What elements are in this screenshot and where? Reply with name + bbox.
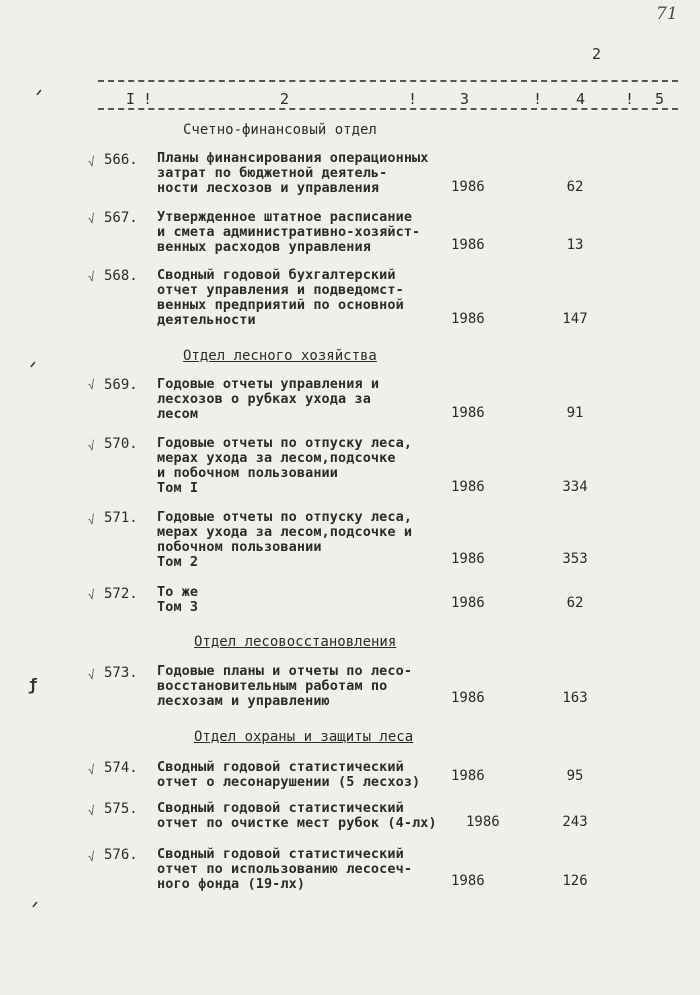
item-title: Годовые отчеты управления и лесхозов о рубках ухода за лесом [157, 376, 380, 422]
item-year: 1986 [451, 237, 485, 253]
item-number: 574. [104, 760, 138, 776]
item-number: 568. [104, 268, 138, 284]
item-title: Годовые планы и отчеты по лесо- восстановительным работам по лесхозам и управлению [157, 663, 413, 709]
check-mark-icon: √ [86, 667, 97, 683]
item-year: 1986 [451, 768, 485, 784]
column-separator: ! [408, 90, 418, 108]
item-year: 1986 [451, 179, 485, 195]
item-number: 576. [104, 847, 138, 863]
item-year: 1986 [451, 873, 485, 889]
section-title-finance: Счетно-финансовый отдел [183, 122, 377, 138]
column-separator: ! [533, 90, 543, 108]
check-mark-icon: √ [86, 512, 97, 528]
item-title: Планы финансирования операционных затрат по бюджетной деятель- ности лесхозов и управления [157, 150, 429, 196]
item-sheet-count: 353 [562, 551, 588, 567]
item-number: 573. [104, 665, 138, 681]
item-title: Сводный годовой статистический отчет по использованию лесосеч- ного фонда (19-лх) [157, 846, 413, 892]
margin-speck: ᐟ [36, 88, 42, 104]
item-number: 572. [104, 586, 138, 602]
column-header-3: 3 [460, 90, 470, 108]
item-title: Годовые отчеты по отпуску леса, мерах ухода за лесом,подсочке и побочном пользовании Том 2 [157, 509, 413, 570]
check-mark-icon: √ [86, 803, 97, 819]
item-sheet-count: 95 [566, 768, 584, 784]
column-separator: ! [625, 90, 635, 108]
item-number: 571. [104, 510, 138, 526]
item-year: 1986 [451, 690, 485, 706]
header-rule-top [98, 80, 678, 82]
item-number: 569. [104, 377, 138, 393]
check-mark-icon: √ [86, 377, 97, 393]
section-title-reforestation: Отдел лесовосстановления [194, 634, 397, 650]
item-sheet-count: 126 [562, 873, 588, 889]
item-number: 570. [104, 436, 138, 452]
item-year: 1986 [466, 814, 500, 830]
item-sheet-count: 13 [566, 237, 584, 253]
item-number: 566. [104, 152, 138, 168]
check-mark-icon: √ [86, 211, 97, 227]
margin-speck: ᐟ [30, 360, 36, 376]
page-number: 2 [592, 45, 602, 63]
handwritten-sheet-number: 71 [656, 4, 678, 24]
column-header-1: I [126, 90, 136, 108]
item-sheet-count: 163 [562, 690, 588, 706]
margin-speck: ƒ [28, 675, 38, 694]
check-mark-icon: √ [86, 154, 97, 170]
check-mark-icon: √ [86, 849, 97, 865]
column-header-5: 5 [655, 90, 665, 108]
item-title: Сводный годовой бухгалтерский отчет управления и подведомст- венных предприятий по основной деятельности [157, 267, 404, 328]
column-separator: ! [143, 90, 153, 108]
item-year: 1986 [451, 405, 485, 421]
column-header-4: 4 [576, 90, 586, 108]
section-title-forestry: Отдел лесного хозяйства [183, 348, 377, 364]
item-sheet-count: 62 [566, 179, 584, 195]
column-header-2: 2 [280, 90, 290, 108]
item-title: Годовые отчеты по отпуску леса, мерах ухода за лесом,подсочке и побочном пользовании Том I [157, 435, 413, 496]
item-sheet-count: 334 [562, 479, 588, 495]
item-sheet-count: 147 [562, 311, 588, 327]
check-mark-icon: √ [86, 587, 97, 603]
item-title: Сводный годовой статистический отчет по очистке мест рубок (4-лх) [157, 800, 437, 831]
check-mark-icon: √ [86, 438, 97, 454]
item-year: 1986 [451, 595, 485, 611]
item-title: Сводный годовой статистический отчет о лесонарушении (5 лесхоз) [157, 759, 421, 790]
check-mark-icon: √ [86, 269, 97, 285]
item-year: 1986 [451, 311, 485, 327]
item-number: 575. [104, 801, 138, 817]
header-rule-bottom [98, 108, 678, 110]
item-sheet-count: 91 [566, 405, 584, 421]
item-title: Утвержденное штатное расписание и смета административно-хозяйст- венных расходов управления [157, 209, 421, 255]
item-number: 567. [104, 210, 138, 226]
margin-speck: ᐟ [32, 900, 38, 916]
item-title: То же Том 3 [157, 584, 199, 615]
item-sheet-count: 243 [562, 814, 588, 830]
check-mark-icon: √ [86, 762, 97, 778]
item-year: 1986 [451, 551, 485, 567]
section-title-forest-protection: Отдел охраны и защиты леса [194, 729, 414, 745]
item-sheet-count: 62 [566, 595, 584, 611]
item-year: 1986 [451, 479, 485, 495]
